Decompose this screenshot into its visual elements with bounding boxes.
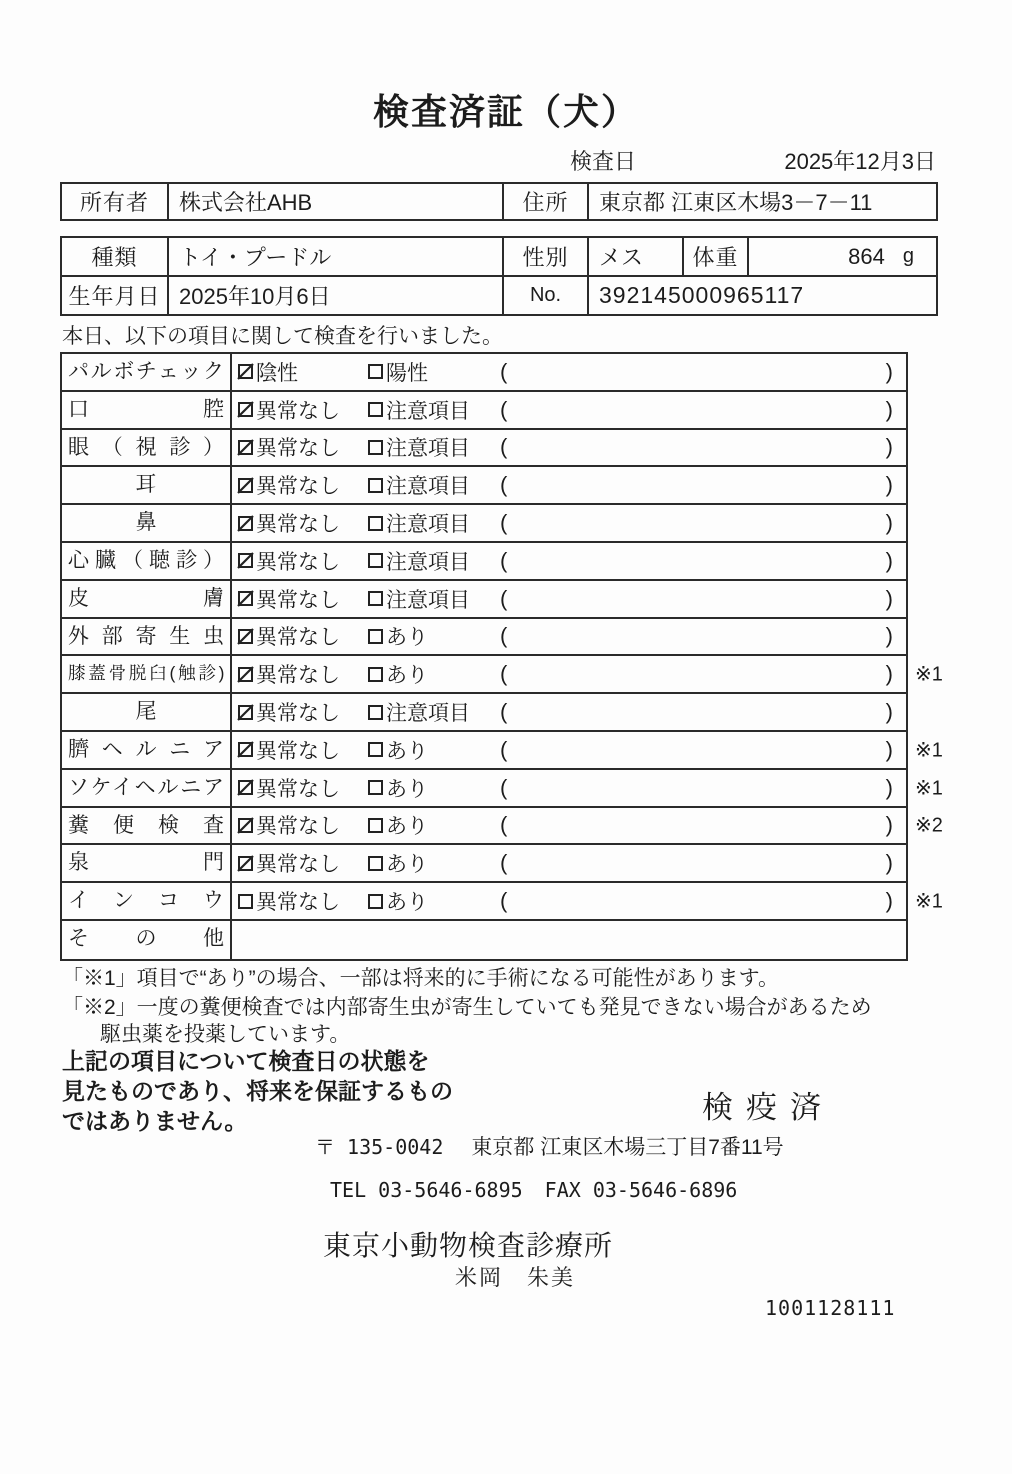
checklist-item-label: 心臓（聴診） [62, 543, 232, 579]
option-label: 異常なし [256, 702, 340, 726]
checklist-option [368, 883, 428, 919]
checklist-item-label: パルボチェック [62, 354, 232, 390]
checklist-row [62, 505, 906, 543]
quarantine-stamp: 検疫済 [702, 1090, 834, 1125]
checklist-item-label: 外部寄生虫 [62, 619, 232, 655]
paren-close: ) [885, 434, 893, 460]
checklist-item-content [232, 543, 906, 579]
checkbox-unchecked-icon [238, 894, 253, 909]
intro-sentence: 本日、以下の項目に関して検査を行いました。 [62, 325, 503, 348]
owner-value: 株式会社AHB [167, 184, 502, 219]
paren-open: ( [500, 623, 508, 649]
paren-open: ( [500, 736, 508, 762]
checklist-option [238, 354, 298, 390]
checklist-item-content [232, 354, 906, 390]
checkbox-unchecked-icon [368, 629, 383, 644]
option-label: 異常なし [256, 853, 340, 877]
checklist-option [238, 467, 340, 503]
footnote-1: 「※1」項目で“あり”の場合、一部は将来的に手術になる可能性があります。 [62, 967, 779, 990]
option-label: 注意項目 [386, 399, 470, 423]
clinic-tel-fax-line [330, 1178, 737, 1202]
checklist-option [368, 845, 428, 881]
checkbox-checked-icon [238, 402, 253, 417]
checklist-item-label: 臍ヘルニア [62, 732, 232, 768]
dog-info-table [60, 236, 938, 316]
checklist-option [368, 808, 428, 844]
checklist-item-content [232, 430, 906, 466]
checklist-row [62, 619, 906, 657]
checklist-item-label: 膝蓋骨脱臼(触診) [62, 656, 232, 692]
address-value: 東京都 江東区木場3－7－11 [587, 184, 936, 219]
checkbox-checked-icon [238, 742, 253, 757]
checklist-item-label: インコウ [62, 883, 232, 919]
option-label: 異常なし [256, 513, 340, 537]
checklist-item-label: 泉門 [62, 845, 232, 881]
paren-open: ( [500, 774, 508, 800]
checklist-item-label: 耳 [62, 467, 232, 503]
paren-close: ) [885, 661, 893, 687]
checklist-option [368, 430, 470, 466]
checklist-option [238, 883, 340, 919]
checkbox-checked-icon [238, 591, 253, 606]
paren-close: ) [885, 623, 893, 649]
checklist-option [368, 543, 470, 579]
paren-close: ) [885, 396, 893, 422]
exam-date-row [60, 145, 938, 173]
paren-open: ( [500, 888, 508, 914]
paren-open: ( [500, 358, 508, 384]
clinic-name: 東京小動物検査診療所 [323, 1230, 614, 1261]
paren-open: ( [500, 434, 508, 460]
checkbox-unchecked-icon [368, 818, 383, 833]
paren-open: ( [500, 699, 508, 725]
paren-close: ) [885, 585, 893, 611]
checkbox-unchecked-icon [368, 402, 383, 417]
checklist-option [238, 505, 340, 541]
option-label: 異常なし [256, 815, 340, 839]
footnote-2-line1: 「※2」一度の糞便検査では内部寄生虫が寄生していても発見できない場合があるため [62, 996, 872, 1019]
checkbox-checked-icon [238, 478, 253, 493]
paren-close: ) [885, 699, 893, 725]
paren-close: ) [885, 547, 893, 573]
veterinarian-name: 米岡 朱美 [455, 1265, 576, 1290]
option-label: 注意項目 [386, 513, 470, 537]
breed-value: トイ・プードル [167, 238, 502, 275]
checklist-option [368, 392, 470, 428]
checklist-item-content [232, 921, 906, 959]
checklist-row [62, 392, 906, 430]
exam-date-label: 検査日 [570, 149, 637, 174]
checklist-option [238, 619, 340, 655]
weight-value: 864 [848, 243, 885, 269]
checklist-item-label: 尾 [62, 694, 232, 730]
weight-value-cell [747, 238, 936, 275]
footnote-ref: ※1 [915, 663, 943, 686]
paren-open: ( [500, 396, 508, 422]
checklist-option [238, 430, 340, 466]
checkbox-unchecked-icon [368, 705, 383, 720]
checklist-row [62, 694, 906, 732]
checkbox-unchecked-icon [368, 553, 383, 568]
option-label: 陰性 [256, 361, 298, 385]
checklist-item-content [232, 505, 906, 541]
paren-close: ) [885, 510, 893, 536]
paren-close: ) [885, 472, 893, 498]
option-label: 異常なし [256, 550, 340, 574]
checkbox-unchecked-icon [368, 478, 383, 493]
checkbox-checked-icon [238, 667, 253, 682]
checkbox-checked-icon [238, 516, 253, 531]
footnote-ref: ※2 [915, 814, 943, 837]
option-label: あり [386, 739, 428, 763]
checklist-item-label: 皮膚 [62, 581, 232, 617]
disclaimer-line: 見たものであり、将来を保証するもの [62, 1078, 453, 1104]
option-label: あり [386, 626, 428, 650]
checkbox-checked-icon [238, 705, 253, 720]
option-label: あり [386, 815, 428, 839]
checklist-option [238, 656, 340, 692]
checkbox-unchecked-icon [368, 894, 383, 909]
checklist-item-label: 眼（視診） [62, 430, 232, 466]
option-label: 注意項目 [386, 588, 470, 612]
checkbox-unchecked-icon [368, 364, 383, 379]
paren-open: ( [500, 585, 508, 611]
disclaimer-paragraph [62, 1046, 453, 1136]
sex-label: 性別 [502, 238, 587, 275]
checkbox-checked-icon [238, 553, 253, 568]
checklist-item-label: 糞便検査 [62, 808, 232, 844]
checklist-item-content [232, 883, 906, 919]
checklist-option [238, 808, 340, 844]
owner-table [60, 182, 938, 221]
checklist-option [368, 770, 428, 806]
paren-close: ) [885, 358, 893, 384]
checklist-option [368, 619, 428, 655]
option-label: あり [386, 891, 428, 915]
checklist-option [238, 694, 340, 730]
disclaimer-line: ではありません。 [62, 1108, 248, 1134]
page-title: 検査済証（犬） [372, 91, 639, 132]
checklist-option [368, 694, 470, 730]
checklist-row [62, 883, 943, 921]
paren-close: ) [885, 812, 893, 838]
option-label: あり [386, 853, 428, 877]
checkbox-unchecked-icon [368, 780, 383, 795]
option-label: 注意項目 [386, 702, 470, 726]
checklist-item-content [232, 732, 906, 768]
checklist-option [238, 770, 340, 806]
checklist-option [368, 656, 428, 692]
info-row-breed [62, 238, 936, 275]
checklist-row [62, 581, 906, 619]
checkbox-unchecked-icon [368, 440, 383, 455]
checklist-item-label: ソケイヘルニア [62, 770, 232, 806]
no-label: No. [502, 277, 587, 314]
checkbox-unchecked-icon [368, 742, 383, 757]
checklist-option [368, 732, 428, 768]
footnote-ref: ※1 [915, 890, 943, 913]
weight-label: 体重 [682, 238, 747, 275]
paren-open: ( [500, 547, 508, 573]
checklist-option [368, 505, 470, 541]
owner-label: 所有者 [79, 190, 149, 215]
checklist-item-content [232, 694, 906, 730]
checklist-row [62, 770, 943, 808]
checkbox-unchecked-icon [368, 516, 383, 531]
clinic-tel: TEL 03-5646-6895 [330, 1178, 523, 1202]
checkbox-unchecked-icon [368, 856, 383, 871]
option-label: 異常なし [256, 739, 340, 763]
option-label: 異常なし [256, 891, 340, 915]
sex-value: メス [587, 238, 682, 275]
checkbox-unchecked-icon [368, 591, 383, 606]
paren-open: ( [500, 850, 508, 876]
exam-date-value: 2025年12月3日 [784, 149, 936, 174]
paren-close: ) [885, 736, 893, 762]
paren-open: ( [500, 812, 508, 838]
option-label: 異常なし [256, 475, 340, 499]
paren-close: ) [885, 850, 893, 876]
paren-close: ) [885, 888, 893, 914]
birth-value: 2025年10月6日 [167, 277, 502, 314]
checklist-row [62, 808, 943, 846]
checklist-item-content [232, 467, 906, 503]
option-label: 注意項目 [386, 437, 470, 461]
checklist-row [62, 354, 906, 392]
birth-label: 生年月日 [68, 284, 161, 309]
checklist-row [62, 845, 906, 883]
clinic-fax: FAX 03-5646-6896 [544, 1178, 738, 1202]
checkbox-checked-icon [238, 780, 253, 795]
footnote-2-line2: 駆虫薬を投薬しています。 [100, 1023, 351, 1046]
checklist-option [238, 392, 340, 428]
checklist-table [60, 352, 943, 961]
paren-open: ( [500, 472, 508, 498]
info-row-birth [62, 275, 936, 314]
checklist-item-label: 鼻 [62, 505, 232, 541]
checklist-option [238, 543, 340, 579]
option-label: 異常なし [256, 626, 340, 650]
checkbox-checked-icon [238, 856, 253, 871]
checklist-item-content [232, 581, 906, 617]
weight-unit: g [902, 245, 914, 267]
checklist-item-label: 口腔 [62, 392, 232, 428]
checkbox-unchecked-icon [368, 667, 383, 682]
checkbox-checked-icon [238, 364, 253, 379]
checklist-item-content [232, 392, 906, 428]
checkbox-checked-icon [238, 440, 253, 455]
checklist-row [62, 467, 906, 505]
no-value: 392145000965117 [587, 277, 936, 314]
address-label: 住所 [502, 184, 587, 219]
breed-label: 種類 [91, 245, 138, 270]
checklist-item-label: その他 [62, 921, 232, 959]
option-label: 異常なし [256, 588, 340, 612]
checklist-row [62, 732, 943, 770]
checklist-option [238, 845, 340, 881]
checklist-item-content [232, 619, 906, 655]
checklist-item-content [232, 656, 906, 692]
checklist-row [62, 543, 906, 581]
option-label: 注意項目 [386, 475, 470, 499]
option-label: 陽性 [386, 361, 428, 385]
option-label: 異常なし [256, 437, 340, 461]
checklist-row [62, 921, 906, 959]
checklist-option [368, 581, 470, 617]
serial-number: 1001128111 [765, 1296, 896, 1320]
footnote-ref: ※1 [915, 777, 943, 800]
checklist-row [62, 430, 906, 468]
checklist-option [368, 467, 470, 503]
clinic-postal-line [315, 1131, 784, 1161]
checklist-item-content [232, 808, 906, 844]
checkbox-checked-icon [238, 818, 253, 833]
footnote-ref: ※1 [915, 739, 943, 762]
option-label: あり [386, 777, 428, 801]
paren-close: ) [885, 774, 893, 800]
option-label: 注意項目 [386, 550, 470, 574]
option-label: 異常なし [256, 777, 340, 801]
paren-open: ( [500, 661, 508, 687]
paren-open: ( [500, 510, 508, 536]
checklist-option [368, 354, 428, 390]
checkbox-checked-icon [238, 629, 253, 644]
checklist-option [238, 732, 340, 768]
checklist-option [238, 581, 340, 617]
option-label: 異常なし [256, 664, 340, 688]
checklist-item-content [232, 845, 906, 881]
option-label: あり [386, 664, 428, 688]
option-label: 異常なし [256, 399, 340, 423]
disclaimer-line: 上記の項目について検査日の状態を [62, 1048, 430, 1074]
checklist-item-content [232, 770, 906, 806]
checklist-row [62, 656, 943, 694]
postal-code: 〒 135-0042 [315, 1135, 444, 1159]
clinic-address: 東京都 江東区木場三丁目7番11号 [471, 1136, 784, 1159]
